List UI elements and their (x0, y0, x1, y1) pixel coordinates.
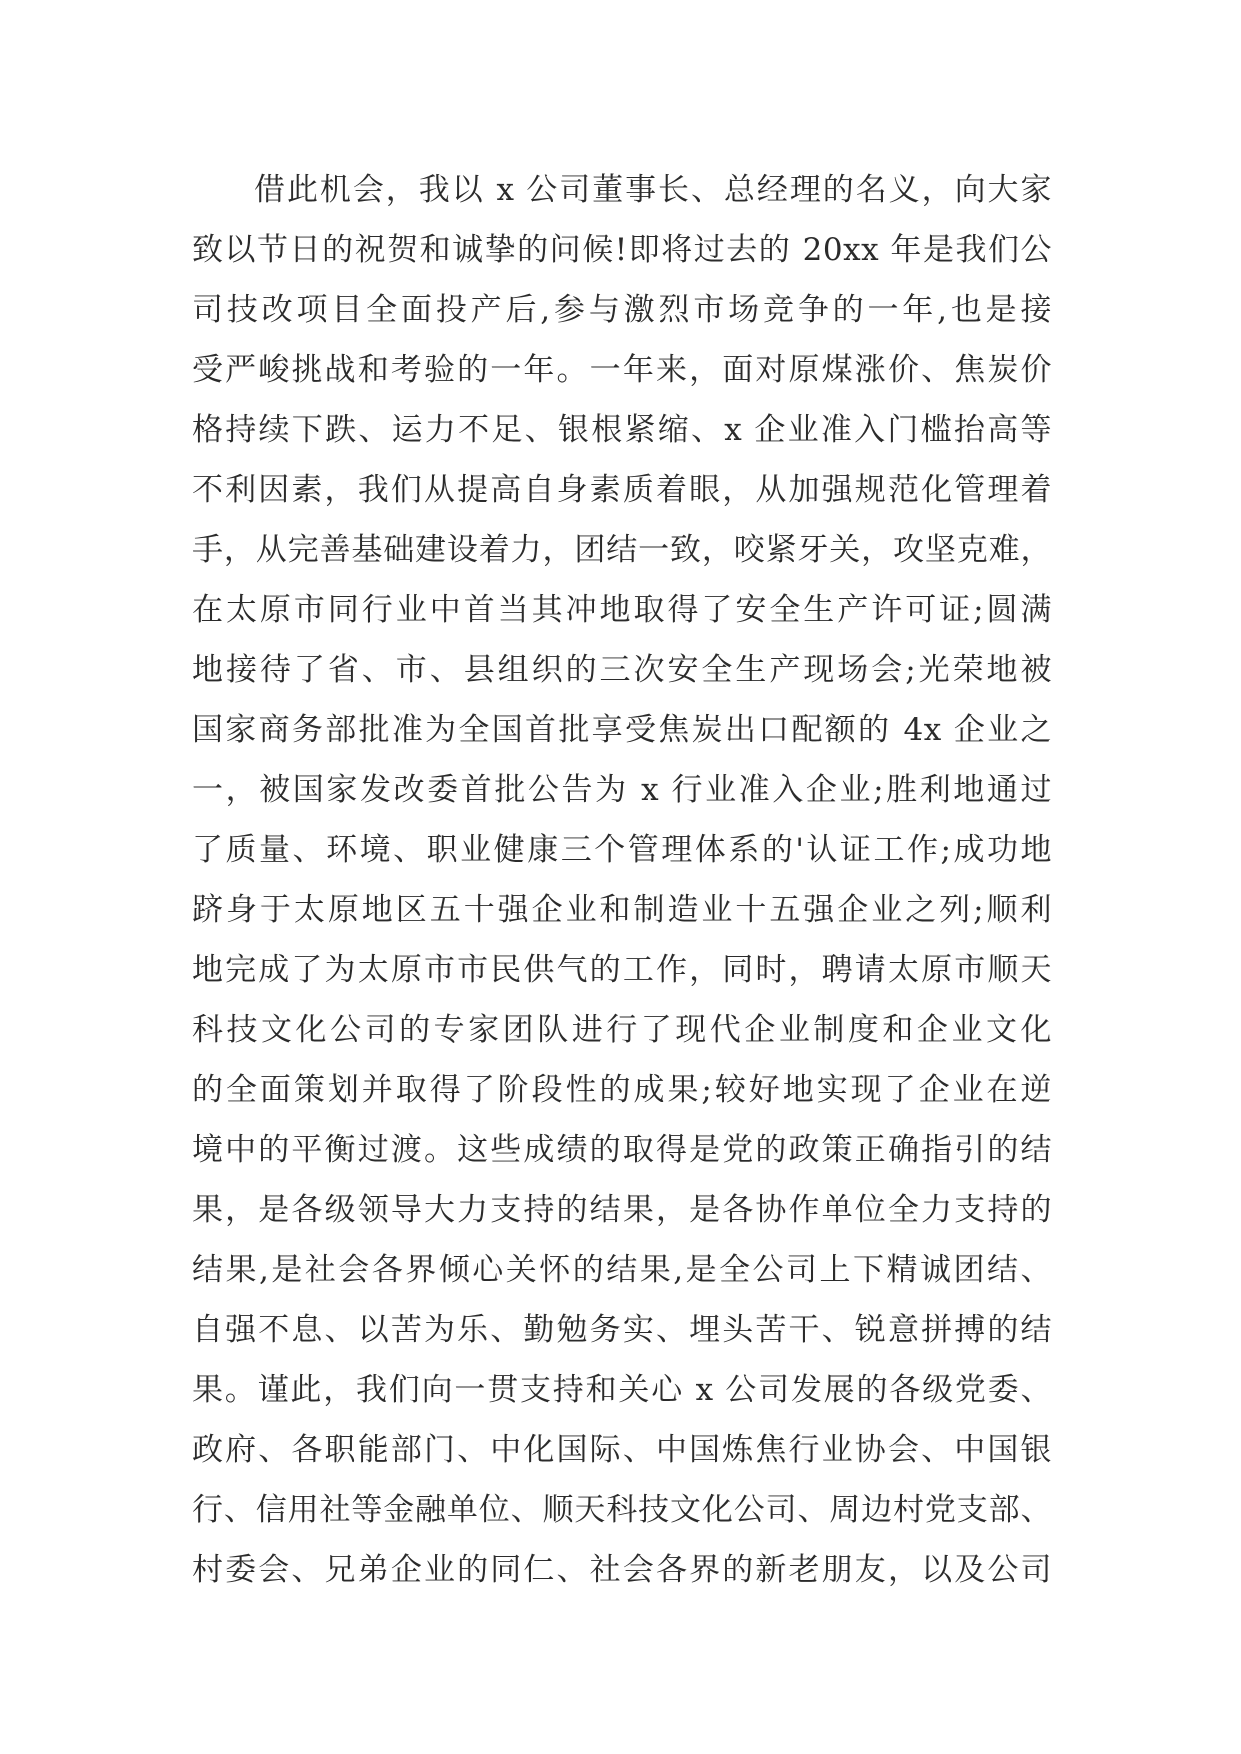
paragraph-line: 一，被国家发改委首批公告为 x 行业准入企业;胜利地通过 (192, 772, 1052, 808)
paragraph-line: 境中的平衡过渡。这些成绩的取得是党的政策正确指引的结 (192, 1132, 1052, 1168)
paragraph-line: 的全面策划并取得了阶段性的成果;较好地实现了企业在逆 (192, 1072, 1052, 1108)
paragraph-line: 在太原市同行业中首当其冲地取得了安全生产许可证;圆满 (192, 592, 1052, 628)
paragraph-line: 自强不息、以苦为乐、勤勉务实、埋头苦干、锐意拼搏的结 (192, 1312, 1052, 1348)
paragraph-line: 地完成了为太原市市民供气的工作，同时，聘请太原市顺天 (192, 952, 1052, 988)
paragraph-line: 跻身于太原地区五十强企业和制造业十五强企业之列;顺利 (192, 892, 1052, 928)
paragraph-line: 结果,是社会各界倾心关怀的结果,是全公司上下精诚团结、 (192, 1252, 1052, 1288)
paragraph-line: 不利因素，我们从提高自身素质着眼，从加强规范化管理着 (192, 472, 1052, 508)
paragraph-line: 村委会、兄弟企业的同仁、社会各界的新老朋友，以及公司 (192, 1552, 1052, 1588)
body-paragraph (192, 160, 1052, 1600)
paragraph-line: 借此机会，我以 x 公司董事长、总经理的名义，向大家 (254, 172, 1052, 208)
paragraph-line: 受严峻挑战和考验的一年。一年来，面对原煤涨价、焦炭价 (192, 352, 1052, 388)
paragraph-line: 手，从完善基础建设着力，团结一致，咬紧牙关，攻坚克难， (192, 532, 1052, 568)
paragraph-line: 国家商务部批准为全国首批享受焦炭出口配额的 4x 企业之 (192, 712, 1052, 748)
paragraph-line: 格持续下跌、运力不足、银根紧缩、x 企业准入门槛抬高等 (192, 412, 1052, 448)
paragraph-line: 司技改项目全面投产后,参与激烈市场竞争的一年,也是接 (192, 292, 1052, 328)
paragraph-line: 地接待了省、市、县组织的三次安全生产现场会;光荣地被 (192, 652, 1052, 688)
paragraph-line: 行、信用社等金融单位、顺天科技文化公司、周边村党支部、 (192, 1492, 1052, 1528)
paragraph-line: 了质量、环境、职业健康三个管理体系的'认证工作;成功地 (192, 832, 1052, 868)
paragraph-line: 果，是各级领导大力支持的结果，是各协作单位全力支持的 (192, 1192, 1052, 1228)
paragraph-line: 致以节日的祝贺和诚挚的问候!即将过去的 20xx 年是我们公 (192, 232, 1052, 268)
paragraph-line: 政府、各职能部门、中化国际、中国炼焦行业协会、中国银 (192, 1432, 1052, 1468)
paragraph-line: 果。谨此，我们向一贯支持和关心 x 公司发展的各级党委、 (192, 1372, 1052, 1408)
paragraph-line: 科技文化公司的专家团队进行了现代企业制度和企业文化 (192, 1012, 1052, 1048)
